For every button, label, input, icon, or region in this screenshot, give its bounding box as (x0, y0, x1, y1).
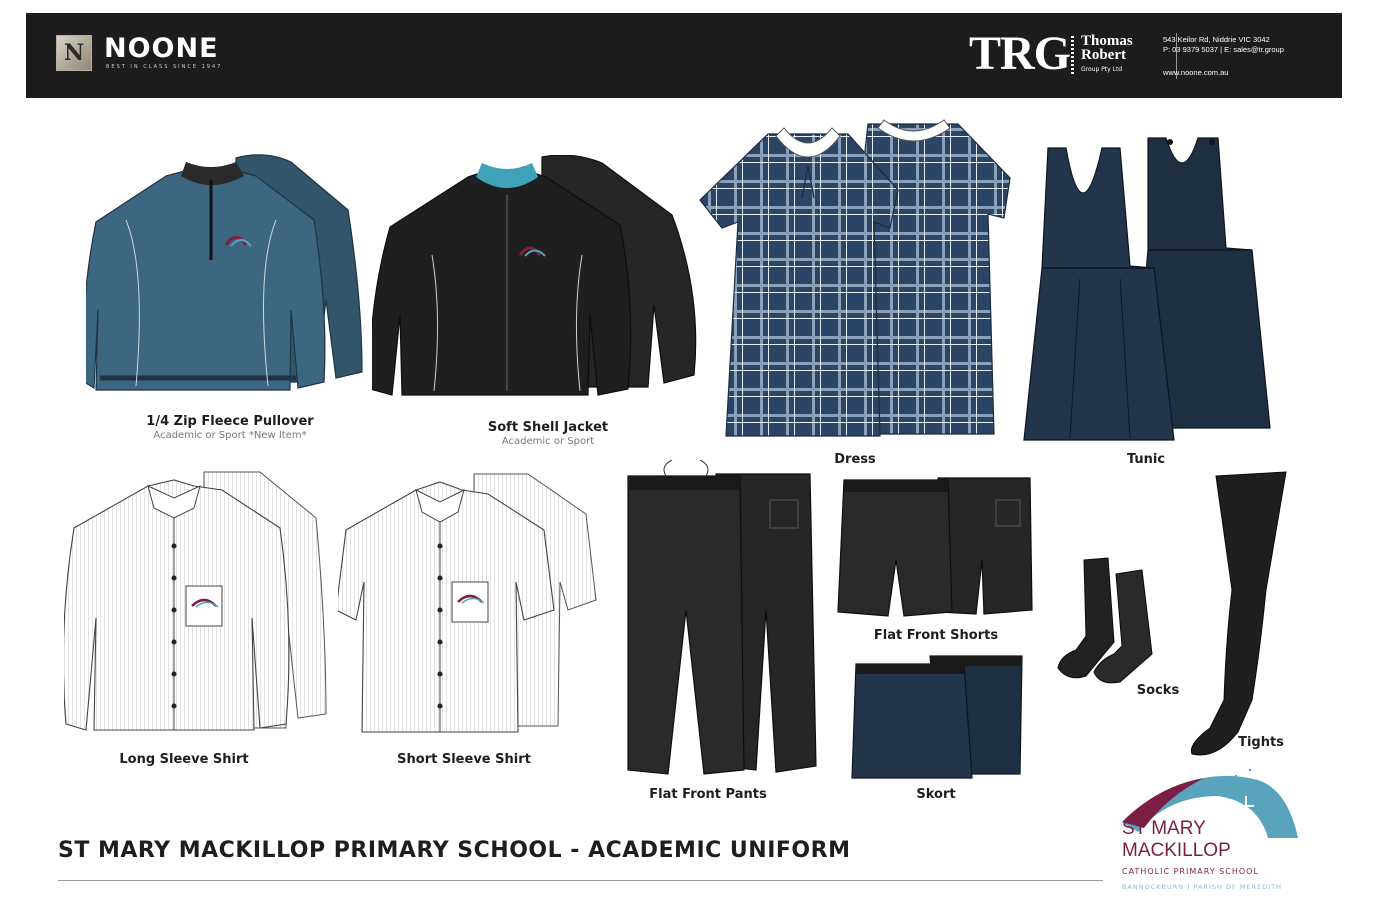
flat-front-shorts-label: Flat Front Shorts (873, 628, 999, 643)
header-bar (26, 13, 1342, 98)
school-name-line1: ST MARY (1122, 818, 1206, 839)
tunic-label: Tunic (1126, 452, 1166, 467)
trg-line1: Thomas (1081, 33, 1133, 49)
school-type: CATHOLIC PRIMARY SCHOOL (1122, 867, 1259, 876)
trg-name (1081, 34, 1133, 62)
dress-label: Dress (834, 452, 876, 467)
skort-label: Skort (916, 787, 956, 802)
title-rule (58, 880, 1103, 881)
school-name-line2: MACKILLOP (1122, 840, 1231, 861)
short-sleeve-shirt-label: Short Sleeve Shirt (397, 752, 531, 767)
soft-shell-jacket-image (372, 155, 704, 405)
contact-block (1163, 35, 1284, 55)
page-title: ST MARY MACKILLOP PRIMARY SCHOOL - ACADEMIC UNIFORM (58, 838, 851, 863)
fleece-pullover-label: 1/4 Zip Fleece Pullover (146, 414, 314, 429)
school-logo (1108, 766, 1308, 896)
trg-divider-dots (1071, 36, 1074, 74)
short-sleeve-shirt-image (338, 470, 600, 740)
long-sleeve-shirt-image (64, 468, 334, 746)
trg-line3: Group Pty Ltd (1081, 66, 1123, 73)
skort-image (850, 654, 1026, 780)
flat-front-pants-label: Flat Front Pants (649, 787, 767, 802)
socks-image (1050, 556, 1172, 690)
flat-front-shorts-image (836, 470, 1036, 620)
tunic-image (1020, 128, 1288, 446)
soft-shell-jacket-note: Academic or Sport (501, 436, 595, 447)
school-location: BANNOCKBURN | PARISH OF MEREDITH (1122, 883, 1282, 891)
contact-phone-email: P: 03 9379 5037 | E: sales@tr.group (1163, 45, 1284, 54)
noone-tagline: BEST IN CLASS SINCE 1947 (106, 64, 223, 70)
fleece-pullover-note: Academic or Sport *New Item* (153, 430, 307, 441)
noone-badge: N (56, 35, 92, 71)
trg-line2: Robert (1081, 47, 1126, 63)
noone-name: NOONE (104, 33, 219, 64)
noone-logo (56, 35, 228, 75)
long-sleeve-shirt-label: Long Sleeve Shirt (119, 752, 249, 767)
contact-address: 543 Keilor Rd, Niddrie VIC 3042 (1163, 35, 1270, 44)
flat-front-pants-image (620, 460, 820, 776)
soft-shell-jacket-label: Soft Shell Jacket (487, 420, 609, 435)
contact-web: www.noone.com.au (1163, 68, 1229, 77)
fleece-pullover-image (86, 150, 368, 400)
trg-acronym: TRG (969, 27, 1071, 80)
dress-image (698, 118, 1016, 448)
tights-image (1186, 470, 1290, 762)
socks-label: Socks (1136, 683, 1180, 698)
tights-label: Tights (1238, 735, 1284, 750)
